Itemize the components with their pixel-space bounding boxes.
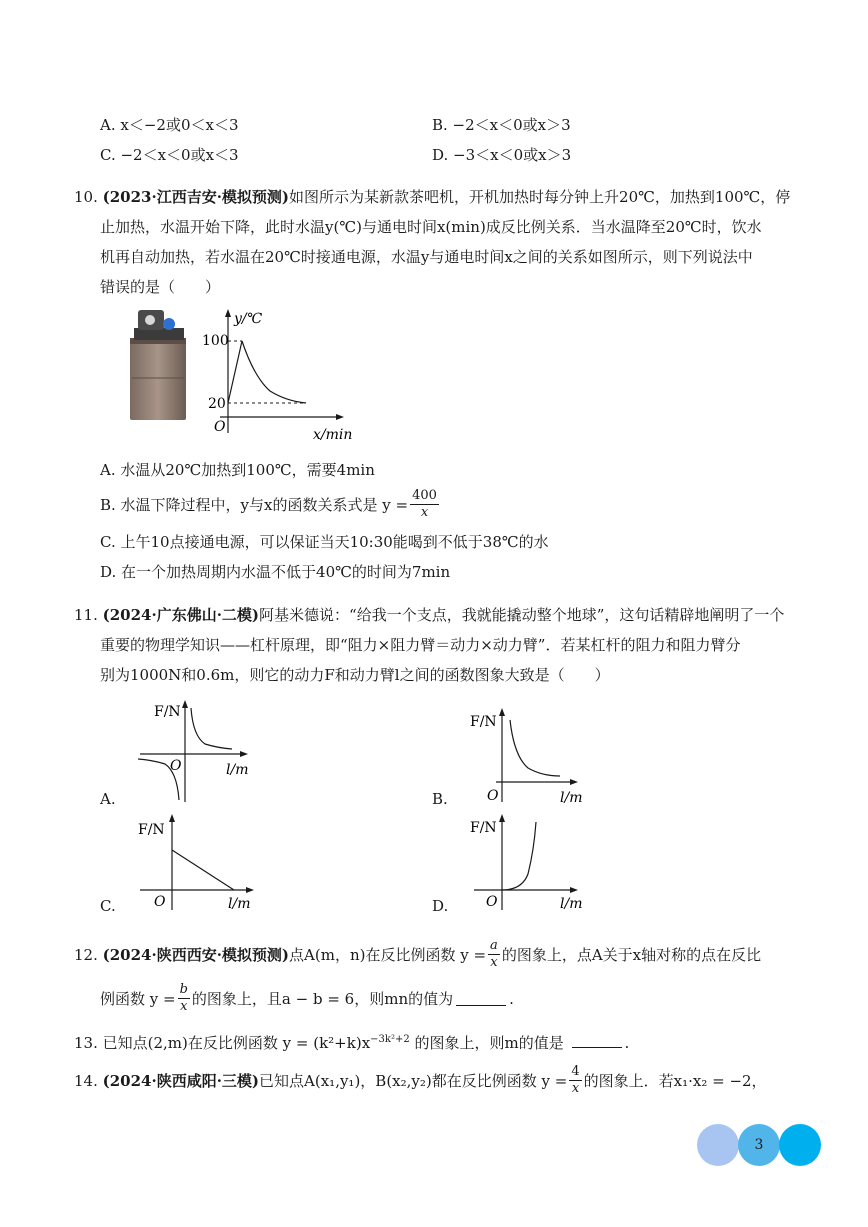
graph-b-curve <box>510 720 560 776</box>
q9-option-c: C. −2＜x＜0或x＜3 <box>100 146 239 164</box>
q10-option-b-fraction <box>410 488 439 521</box>
q12-fraction-a-num: a <box>490 938 498 953</box>
q11-source: (2024·广东佛山·二模) <box>102 606 260 624</box>
q11-line3: 别为1000N和0.6m，则它的动力F和动力臂l之间的函数图象大致是（ ） <box>100 666 610 684</box>
q12-fraction-b-num: b <box>179 982 188 997</box>
q10-number: 10. <box>74 188 98 206</box>
q12-line1 <box>74 938 761 971</box>
graph-c-xlabel: l/m <box>228 896 251 912</box>
q10-graph <box>198 305 363 445</box>
q12-text-2b: 的图象上，且a − b = 6，则mn的值为 <box>191 989 454 1008</box>
footer-circle-left <box>697 1124 739 1166</box>
q9-option-d: D. −3＜x＜0或x＞3 <box>432 146 572 164</box>
q11-label-b: B. <box>432 790 448 808</box>
graph-c-origin: O <box>154 894 166 910</box>
q10-option-c: C. 上午10点接通电源，可以保证当天10:30能喝到不低于38℃的水 <box>100 533 549 551</box>
graph-c-line <box>172 850 234 890</box>
q10-tick-100: 100 <box>202 333 229 349</box>
graph-d-origin: O <box>486 894 498 910</box>
graph-d-y-arrow <box>499 814 505 822</box>
q14-source: (2024·陕西咸阳·三模) <box>102 1071 260 1090</box>
q10-option-b <box>100 488 441 521</box>
graph-d-x-arrow <box>570 887 578 893</box>
q9-option-a: A. x＜−2或0＜x＜3 <box>100 116 239 134</box>
q14-fraction <box>569 1064 581 1097</box>
graph-b-xlabel: l/m <box>560 790 583 806</box>
q10-tick-20: 20 <box>208 396 226 412</box>
q13-answer-blank[interactable] <box>572 1034 622 1048</box>
q10-line3: 机再自动加热，若水温在20℃时接通电源，水温y与通电时间x之间的关系如图所示，则下列说法中 <box>100 248 753 266</box>
graph-c-y-arrow <box>169 814 175 822</box>
q10-xlabel: x/min <box>313 427 353 443</box>
graph-b-ylabel: F/N <box>470 714 497 730</box>
q11-graph-b <box>460 706 585 806</box>
q10-option-d: D. 在一个加热周期内水温不低于40℃的时间为7min <box>100 563 451 581</box>
graph-d-ylabel: F/N <box>470 820 497 836</box>
q10-line2: 止加热，水温开始下降，此时水温y(℃)与通电时间x(min)成反比例关系．当水温降至20℃时，饮水 <box>100 218 762 236</box>
graph-a-ylabel: F/N <box>154 704 181 720</box>
q14-fraction-num: 4 <box>571 1064 580 1079</box>
q10-origin: O <box>214 419 226 435</box>
q11-line2: 重要的物理学知识——杠杆原理，即“阻力×阻力臂＝动力×动力臂”．若某杠杆的阻力和阻力臂分 <box>100 636 741 654</box>
q14-fraction-den: x <box>571 1081 580 1096</box>
q11-number: 11. <box>74 606 98 624</box>
q12-source: (2024·陕西西安·模拟预测) <box>102 945 290 964</box>
q10-line1 <box>74 187 790 207</box>
q11-label-c: C. <box>100 897 116 915</box>
q13-text-a: 已知点(2,m)在反比例函数 y = (k²+k)x <box>102 1034 371 1052</box>
graph-b-origin: O <box>487 788 499 804</box>
q12-period: . <box>509 989 514 1008</box>
y-axis-arrow <box>225 309 231 317</box>
q12-answer-blank[interactable] <box>456 992 506 1006</box>
graph-c-x-arrow <box>246 887 254 893</box>
q13-number: 13. <box>74 1034 98 1052</box>
q13-period: . <box>624 1034 630 1052</box>
footer-circle-right <box>779 1124 821 1166</box>
q9-option-b: B. −2＜x＜0或x＞3 <box>432 116 571 134</box>
q13-exponent: −3k²+2 <box>370 1034 410 1045</box>
q10-option-b-den: x <box>420 505 429 520</box>
graph-b-x-arrow <box>570 779 578 785</box>
q10-line4: 错误的是（ ） <box>100 278 221 296</box>
q10-text-1: 如图所示为某新款茶吧机，开机加热时每分钟上升20℃，加热到100℃，停 <box>289 188 791 206</box>
graph-d-curve <box>502 822 536 890</box>
x-axis-arrow <box>336 414 344 420</box>
q10-option-a: A. 水温从20℃加热到100℃，需要4min <box>100 461 375 479</box>
q12-text-1a: 点A(m，n)在反比例函数 y = <box>289 945 487 964</box>
q14-line <box>74 1064 767 1097</box>
q12-fraction-b-den: x <box>180 999 188 1014</box>
q10-option-b-num: 400 <box>412 488 437 503</box>
q11-line1 <box>74 605 784 625</box>
graph-c-ylabel: F/N <box>138 822 165 838</box>
q14-number: 14. <box>74 1071 98 1090</box>
tea-machine-image <box>128 308 190 422</box>
q11-text-1: 阿基米德说：“给我一个支点，我就能撬动整个地球”，这句话精辟地阐明了一个 <box>259 606 785 624</box>
q11-label-a: A. <box>100 790 116 808</box>
q10-option-b-text: B. 水温下降过程中，y与x的函数关系式是 y = <box>100 495 409 514</box>
q11-graph-a <box>130 698 255 806</box>
q12-fraction-b <box>178 982 190 1015</box>
q10-source: (2023·江西吉安·模拟预测) <box>102 188 290 206</box>
q14-text-b: 的图象上．若x₁·x₂ = −2， <box>583 1071 767 1090</box>
heating-line <box>228 341 242 403</box>
q12-number: 12. <box>74 945 98 964</box>
cooling-curve <box>242 341 306 403</box>
q13-line <box>74 1030 629 1053</box>
q12-line2 <box>100 982 514 1015</box>
q12-fraction-a <box>488 938 500 971</box>
q11-graph-d <box>460 812 585 912</box>
graph-d-xlabel: l/m <box>560 896 583 912</box>
q12-fraction-a-den: x <box>490 955 498 970</box>
graph-a-y-arrow <box>182 700 188 708</box>
page-number: 3 <box>738 1124 780 1166</box>
q12-text-2a: 例函数 y = <box>100 989 176 1008</box>
graph-b-y-arrow <box>499 708 505 716</box>
q10-ylabel: y/℃ <box>234 311 263 327</box>
q11-label-d: D. <box>432 897 449 915</box>
graph-a-branch-1 <box>191 708 232 749</box>
q12-text-1b: 的图象上，点A关于x轴对称的点在反比 <box>501 945 762 964</box>
q11-graph-c <box>136 812 261 912</box>
graph-a-x-arrow <box>240 751 248 757</box>
graph-a-origin: O <box>170 758 182 774</box>
q14-text-a: 已知点A(x₁,y₁)，B(x₂,y₂)都在反比例函数 y = <box>259 1071 568 1090</box>
q13-text-b: 的图象上，则m的值是 <box>414 1034 564 1052</box>
graph-a-xlabel: l/m <box>226 762 249 778</box>
